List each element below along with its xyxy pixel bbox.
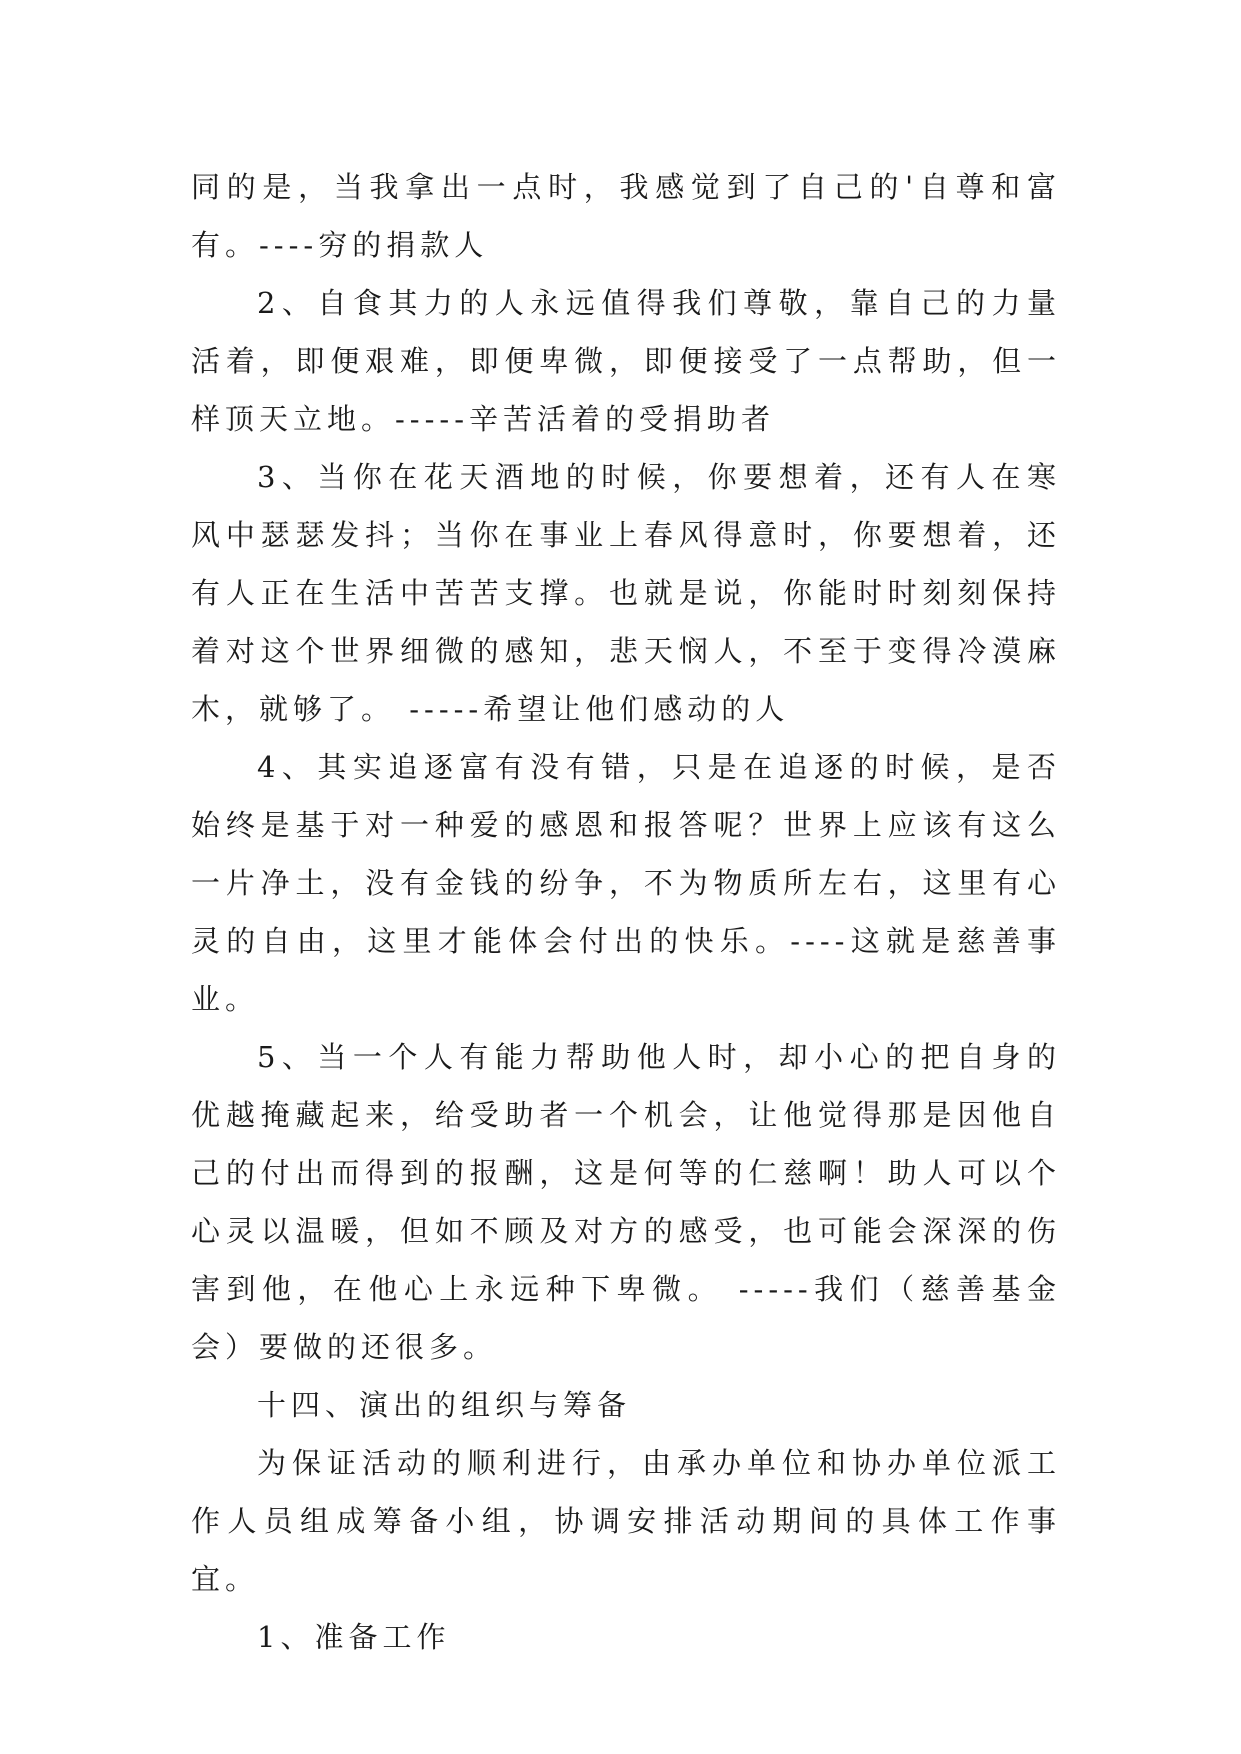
subheading-preparation: 1、准备工作 xyxy=(257,1620,451,1654)
paragraph-organization: 为保证活动的顺利进行，由承办单位和协办单位派工作人员组成筹备小组，协调安排活动期间的具体工作事宜。 xyxy=(191,1446,1061,1596)
paragraph-item-5: 5、当一个人有能力帮助他人时，却小心的把自身的优越掩藏起来，给受助者一个机会，让他觉得那是因他自己的付出而得到的报酬，这是何等的仁慈啊！助人可以个心灵以温暖，但如不顾及对方的感受，也可能会深深的伤害到他，在他心上永远种下卑微。 -----我们（慈善基金会）要做的还很多。 xyxy=(191,1040,1061,1364)
section-heading-14: 十四、演出的组织与筹备 xyxy=(257,1388,632,1422)
paragraph-item-3: 3、当你在花天酒地的时候，你要想着，还有人在寒风中瑟瑟发抖；当你在事业上春风得意时，你要想着，还有人正在生活中苦苦支撑。也就是说，你能时时刻刻保持着对这个世界细微的感知，悲天悯人，不至于变得冷漠麻木，就够了。 -----希望让他们感动的人 xyxy=(191,460,1061,726)
paragraph-item-4: 4、其实追逐富有没有错，只是在追逐的时候，是否始终是基于对一种爱的感恩和报答呢？世界上应该有这么一片净土，没有金钱的纷争，不为物质所左右，这里有心灵的自由，这里才能体会付出的快乐。----这就是慈善事业。 xyxy=(191,750,1061,1016)
document-body xyxy=(191,158,1061,1666)
paragraph-continuation: 同的是，当我拿出一点时，我感觉到了自己的'自尊和富有。----穷的捐款人 xyxy=(191,170,1061,262)
paragraph-item-2: 2、自食其力的人永远值得我们尊敬，靠自己的力量活着，即便艰难，即便卑微，即便接受了一点帮助，但一样顶天立地。-----辛苦活着的受捐助者 xyxy=(191,286,1061,436)
